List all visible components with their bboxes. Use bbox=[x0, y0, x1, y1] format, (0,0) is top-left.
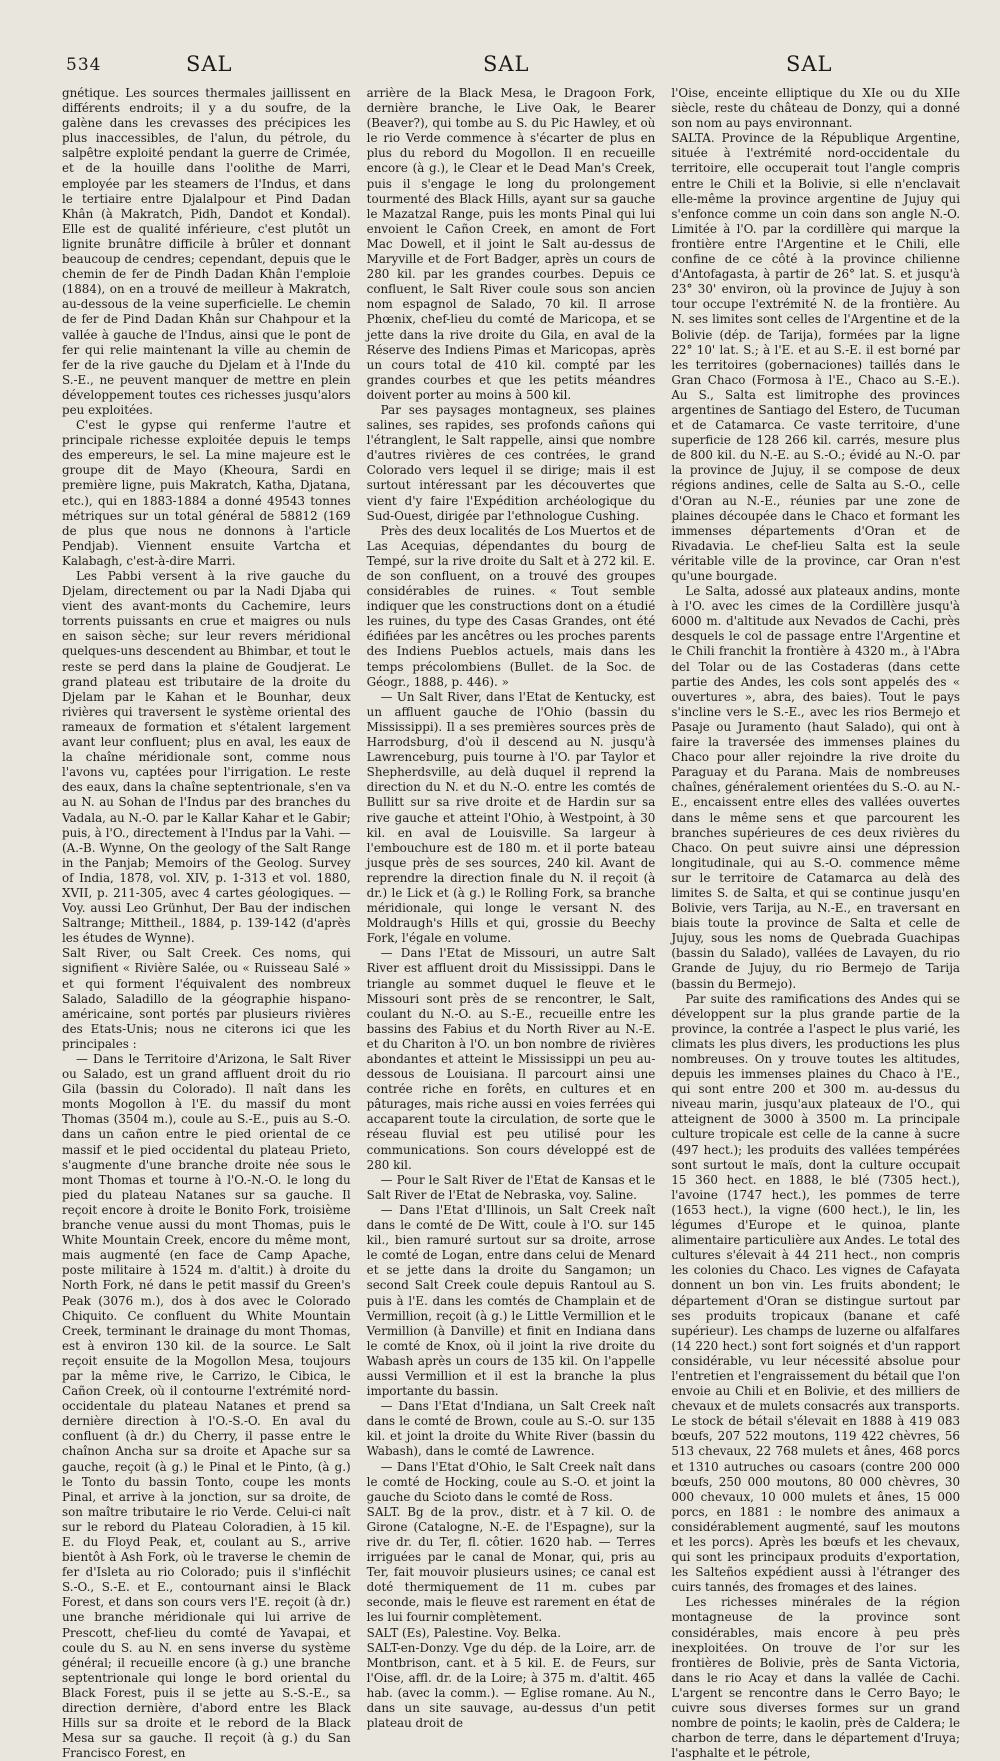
running-header bbox=[58, 52, 960, 82]
entry-salt-en-donzy: SALT-en-Donzy. Vge du dép. de la Loire, arr. de Montbrison, cant. et à 5 kil. E. de Feurs, sur l'Oise, affl. dr. de la Loire; à 375 m. d'altit. 465 hab. (avec la comm.). — Eglise romane. Au N., dans un site sauvage, au-dessus d'un petit plateau droit de bbox=[366, 1640, 656, 1731]
paragraph: Par ses paysages montagneux, ses plaines salines, ses rapides, ses profonds cañons qui l'étranglent, le Salt rappelle, ainsi que nombre d'autres rivières de ces contrées, le grand Colorado vers lequel il se dirige; mais il est surtout intéressant par les découvertes que vient d'y faire l'Expédition archéologique du Sud-Ouest, dirigée par l'ethnologue Cushing. bbox=[366, 402, 656, 523]
paragraph: — Dans le Territoire d'Arizona, le Salt River ou Salado, est un grand affluent droit du rio Gila (bassin du Colorado). Il naît dans les monts Mogollon à l'E. du massif du mont Thomas (3504 m.), coule au S.-E., puis au S.-O. dans un cañon entre le pied oriental de ce massif et le pied occidental du plateau Prieto, s'augmente d'une branche droite née sous le mont Thomas et tourne à l'O.-N.-O. le long du pied du plateau Natanes sur sa gauche. Il reçoit encore à droite le Bonito Fork, troisième branche venue aussi du mont Thomas, puis le White Mountain Creek, encore du même mont, mais augmenté (en face de Camp Apache, poste militaire à 1524 m. d'altit.) à droite du North Fork, né dans le petit massif du Green's Peak (3076 m.), dos à dos avec le Colorado Chiquito. Ce confluent du White Mountain Creek, terminant le drainage du mont Thomas, est à environ 130 kil. de la source. Le Salt reçoit ensuite de la Mogollon Mesa, toujours par la même rive, le Carrizo, le Cibica, le Cañon Creek, où il contourne l'extrémité nord-occidentale du plateau Natanes et prend sa dernière direction à l'O.-S.-O. En aval du confluent (à dr.) du Cherry, il passe entre le chaînon Ancha sur sa droite et Apache sur sa gauche, reçoit (à g.) le Pinal et le Pinto, (à g.) le Tonto du bassin Tonto, coupe les monts Pinal, et arrive à la jonction, sur sa droite, de son maître tributaire le rio Verde. Celui-ci naît sur le rebord du Plateau Coloradien, à 15 kil. E. du Floyd Peak, et, coulant au S., arrive bientôt à Ash Fork, où le traverse le chemin de fer d'Isleta au rio Colorado; puis il s'infléchit S.-O., S.-E. et E., contournant ainsi le Black Forest, et dans son cours vers l'E. reçoit (à dr.) une branche méridionale qui lui arrive de Prescott, chef-lieu du comté de Yavapai, et coule du S. au N. en sens inverse du système général; il recueille encore (à g.) une branche septentrionale qui longe le bord oriental du Black Forest, puis il se jette au S.-S.-E., sa direction dernière, d'abord entre les Black Hills sur sa droite et le rebord de la Black Mesa sur sa gauche. Il reçoit (à g.) du San Francisco Forest, en bbox=[62, 1052, 351, 1761]
paragraph: — Pour le Salt River de l'Etat de Kansas et le Salt River de l'Etat de Nebraska, voy. Saline. bbox=[366, 1172, 656, 1202]
paragraph: Les richesses minérales de la région montagneuse de la province sont considérables, mais encore à peu près inexploitées. On trouve de l'or sur les frontières de Bolivie, près de Santa Victoria, dans le rio Acay et dans la vallée de Cachi. L'argent se rencontre dans le Cerro Bayo; le cuivre sous diverses formes sur un grand nombre de points; le kaolin, près de Caldera; le charbon de terre, dans le département d'Iruya; l'asphalte et le pétrole, bbox=[671, 1595, 961, 1761]
paragraph: — Un Salt River, dans l'Etat de Kentucky, est un affluent gauche de l'Ohio (bassin du Mississippi). Il a ses premières sources près de Harrodsburg, d'où il descend au N. jusqu'à Lawrenceburg, puis tourne à l'O. par Taylor et Shepherdsville, au delà duquel il reprend la direction du N. et du N.-O. entre les comtés de Bullitt sur sa rive droite et de Hardin sur sa rive gauche et atteint l'Ohio, à Westpoint, à 30 kil. en aval de Louisville. Sa largeur à l'embouchure est de 180 m. et il porte bateau jusque près de ses sources, 240 kil. Avant de reprendre la direction finale du N. il reçoit (à dr.) le Lick et (à g.) le Rolling Fork, sa branche méridionale, qui longe le versant N. des Moldraugh's Hills et qui, grossie du Beechy Fork, l'égale en volume. bbox=[366, 689, 656, 946]
column-right bbox=[671, 86, 961, 1761]
paragraph: Les Pabbi versent à la rive gauche du Djelam, directement ou par la Nadi Djaba qui vient des avant-monts du Cachemire, leurs torrents puissants en crue et maigres ou nuls en saison sèche; sur leur revers méridional quelques-uns descendent au Bhimbar, et tout le reste se perd dans la plaine de Goudjerat. Le grand plateau est tributaire de la droite du Djelam par le Kahan et le Bounhar, deux rivières qui traversent le système oriental des rameaux de formation et s'étalent largement avant leur confluent; plus en aval, les eaux de la chaîne méridionale sont, comme nous l'avons vu, captées pour l'irrigation. Le reste des eaux, dans la chaîne septentrionale, s'en va au N. au Sohan de l'Indus par des branches du Vadala, au N.-O. par le Kallar Kahar et le Gabir; puis, à l'O., directement à l'Indus par la Vahi. — (A.-B. Wynne, On the geology of the Salt Range in the Panjab; Memoirs of the Geolog. Survey of India, 1878, vol. XIV, p. 1-313 et vol. 1880, XVII, p. 211-305, avec 4 cartes géologiques. — Voy. aussi Leo Grünhut, Der Bau der indischen Saltrange; Mittheil., 1884, p. 139-142 (d'après les études de Wynne). bbox=[62, 569, 351, 946]
column-middle bbox=[366, 86, 656, 1731]
paragraph: gnétique. Les sources thermales jaillissent en différents endroits; il y a du soufre, de la galène dans les crevasses des précipices les plus inaccessibles, de l'alun, du pétrole, du salpêtre exploité pendant la guerre de Crimée, et de la houille dans l'oolithe de Marri, employée par les steamers de l'Indus, et dans le tertiaire entre Djalalpour et Pind Dadan Khân (à Makratch, Pidh, Dandot et Kondal). Elle est de qualité inférieure, c'est plutôt un lignite brunâtre difficile à brûler et donnant beaucoup de cendres; cependant, depuis que le chemin de fer de Pindh Dadan Khân l'emploie (1884), on en a trouvé de meilleur à Makratch, au-dessous de la veine superficielle. Le chemin de fer de Pind Dadan Khân sur Chahpour et la vallée à gauche de l'Indus, ainsi que le pont de fer qui relie maintenant la ville au chemin de fer de la rive gauche du Djelam et à l'Inde du S.-E., ne peuvent manquer de mettre en plein développement toutes ces richesses jusqu'alors peu exploitées. bbox=[62, 86, 351, 417]
header-left-word: SAL bbox=[186, 52, 233, 76]
entry-salt-es: SALT (Es), Palestine. Voy. Belka. bbox=[366, 1625, 561, 1640]
paragraph: arrière de la Black Mesa, le Dragoon Fork, dernière branche, le Live Oak, le Bearer (Beaver?), qui tombe au S. du Pic Hawley, et où le rio Verde commence à s'écarter de plus en plus du rebord du Mogollon. Il en recueille encore (à g.), le Clear et le Dead Man's Creek, puis il s'engage le long du prolongement tourmenté des Black Hills, ayant sur sa gauche le Mazatzal Range, puis les monts Pinal qui lui envoient le Cañon Creek, en amont de Fort Mac Dowell, et il joint le Salt au-dessus de Maryville et de Fort Badger, après un cours de 280 kil. par les grandes courbes. Depuis ce confluent, le Salt River coule sous son ancien nom espagnol de Salado, 70 kil. Il arrose Phœnix, chef-lieu du comté de Maricopa, et se jette dans la rive droite du Gila, en aval de la Réserve des Indiens Pimas et Maricopas, après un cours total de 410 kil. compté par les grandes courbes et que les petits méandres doivent porter au moins à 500 kil. bbox=[366, 86, 656, 402]
entry-salt-river: Salt River, ou Salt Creek. Ces noms, qui signifient « Rivière Salée, ou « Ruisseau Salé » et qui forment l'équivalent des nombreux Salado, Saladillo de la géographie hispano-américaine, sont portés par plusieurs rivières des Etats-Unis; nous ne citerons ici que les principales : bbox=[62, 946, 351, 1051]
paragraph: Le Salta, adossé aux plateaux andins, monte à l'O. avec les cimes de la Cordillère jusqu'à 6000 m. d'altitude aux Nevados de Cachi, près desquels le col de passage entre l'Argentine et le Chili franchit la frontière à 4320 m., à l'Abra del Tolar ou de las Costaderas (dans cette partie des Andes, les cols sont appelés des « ouvertures », abra, des baies). Tout le pays s'incline vers le S.-E., avec les rios Bermejo et Pasaje ou Juramento (haut Salado), qui ont à faire la traversée des immenses plaines du Chaco pour aller rejoindre la rive droite du Paraguay et du Parana. Mais de nombreuses chaînes, généralement orientées du S.-O. au N.-E., encaissent entre elles des vallées ouvertes dans le même sens et que parcourent les branches supérieures de ces deux rivières du Chaco. On peut suivre ainsi une dépression longitudinale, qui au S.-O. commence même sur le territoire de Catamarca au delà des limites S. de Salta, et qui se continue jusqu'en Bolivie, vers Tarija, au N.-E., en traversant en biais toute la province de Salta et celle de Jujuy, sous les noms de Quebrada Guachipas (bassin du Salado), vallées de Lavayen, du rio Grande de Jujuy, du rio Bermejo de Tarija (bassin du Bermejo). bbox=[671, 584, 961, 991]
column-left bbox=[62, 86, 351, 1761]
paragraph: l'Oise, enceinte elliptique du XIe ou du XIIe siècle, reste du château de Donzy, qui a donné son nom au pays environnant. bbox=[671, 86, 961, 131]
paragraph: Près des deux localités de Los Muertos et de Las Acequias, dépendantes du bourg de Tempé, sur la rive droite du Salt et à 272 kil. E. de son confluent, on a trouvé des groupes considérables de ruines. « Tout semble indiquer que les constructions dont on a étudié les ruines, du type des Casas Grandes, ont été édifiées par les ancêtres ou les proches parents des Indiens Pueblos actuels, mais dans les temps précolombiens (Bullet. de la Soc. de Géogr., 1888, p. 446). » bbox=[366, 523, 656, 689]
paragraph: — Dans l'Etat d'Indiana, un Salt Creek naît dans le comté de Brown, coule au S.-O. sur 135 kil. et joint la droite du White River (bassin du Wabash), dans le comté de Lawrence. bbox=[366, 1399, 656, 1459]
entry-salta: SALTA. Province de la République Argentine, située à l'extrémité nord-occidentale du territoire, elle occuperait tout l'angle compris entre le Chili et la Bolivie, si elle n'enclavait elle-même la province argentine de Jujuy qui s'enfonce comme un coin dans son angle N.-O. Limitée à l'O. par la cordillère qui marque la frontière entre l'Argentine et le Chili, elle confine de ce côté à la province chilienne d'Antofagasta, à partir de 26° lat. S. et jusqu'à 23° 30' environ, où la province de Jujuy à son tour occupe l'extrémité N. de la frontière. Au N. ses limites sont celles de l'Argentine et de la Bolivie (dép. de Tarija), formées par la ligne 22° 10' lat. S.; à l'E. et au S.-E. il est borné par les territoires (gobernaciones) taillés dans le Gran Chaco (Formosa à l'E., Chaco au S.-E.). Au S., Salta est limitrophe des provinces argentines de Santiago del Estero, de Tucuman et de Catamarca. Ce vaste territoire, d'une superficie de 128 266 kil. carrés, mesure plus de 800 kil. du N.-E. au S.-O.; évidé au N.-O. par la province de Jujuy, il se compose de deux régions andines, celle de Salta au S.-O., celle d'Oran au N.-E., réunies par une zone de plaines découpée dans le Chaco et formant les immenses départements d'Oran et de Rivadavia. Le chef-lieu Salta est la seule véritable ville de la province, car Oran n'est qu'une bourgade. bbox=[671, 131, 961, 583]
entry-salt: SALT. Bg de la prov., distr. et à 7 kil. O. de Girone (Catalogne, N.-E. de l'Espagne), sur la rive dr. du Ter, fl. côtier. 1620 hab. — Terres irriguées par le canal de Monar, qui, pris au Ter, fait mouvoir plusieurs usines; ce canal est doté thermiquement de 11 m. cubes par seconde, mais le fleuve est rarement en état de les lui fournir complètement. bbox=[366, 1504, 656, 1625]
text-columns bbox=[62, 86, 961, 1761]
paragraph: Par suite des ramifications des Andes qui se développent sur la plus grande partie de la province, la contrée a l'aspect le plus varié, les climats les plus divers, les productions les plus nombreuses. On y trouve toutes les altitudes, depuis les immenses plaines du Chaco à l'E., qui sont entre 200 et 300 m. au-dessus du niveau marin, jusqu'aux plateaux de l'O., qui atteignent de 3000 à 3500 m. La principale culture tropicale est celle de la canne à sucre (497 hect.); les produits des vallées tempérées sont surtout le maïs, dont la culture occupait 15 360 hect. en 1888, le blé (7305 hect.), l'avoine (1747 hect.), les pommes de terre (1653 hect.), la vigne (600 hect.), le lin, les légumes d'Europe et le quinoa, plante alimentaire particulière aux Andes. Le total des cultures s'élevait à 44 211 hect., non compris les colonies du Chaco. Les vignes de Cafayata donnent un bon vin. Les fruits abondent; le département d'Oran se distingue surtout par ses produits tropicaux (banane et café supérieur). Les champs de luzerne ou alfalfares (14 220 hect.) sont fort soignés et d'un rapport considérable, vu leur nécessité absolue pour l'entretien et l'engraissement du bétail que l'on envoie au Chili et en Bolivie, et des milliers de chevaux et de mulets consacrés aux transports. Le stock de bétail s'élevait en 1888 à 419 083 bœufs, 207 522 moutons, 119 422 chèvres, 56 513 chevaux, 22 768 mulets et ânes, 468 porcs et 1310 autruches ou casoars (contre 200 000 bœufs, 250 000 moutons, 80 000 chèvres, 30 000 chevaux, 10 000 mulets et ânes, 15 000 porcs, en 1881 : le nombre des animaux a considérablement augmenté, sauf les moutons et les porcs). Après les bœufs et les chevaux, qui sont les principaux produits d'exportation, les Salteños expédient aussi à l'étranger des cuirs tannés, des fromages et des laines. bbox=[671, 991, 961, 1595]
paragraph: — Dans l'Etat d'Ohio, le Salt Creek naît dans le comté de Hocking, coule au S.-O. et joint la gauche du Scioto dans le comté de Ross. bbox=[366, 1459, 656, 1504]
header-center-word: SAL bbox=[483, 52, 530, 76]
paragraph: C'est le gypse qui renferme l'autre et principale richesse exploitée depuis le temps des empereurs, le sel. La mine majeure est le groupe dit de Mayo (Kheoura, Sardi en première ligne, puis Makratch, Katha, Djatana, etc.), qui en 1883-1884 a donné 49543 tonnes métriques sur un total général de 58812 (169 de plus que nous ne donnons à l'article Pendjab). Viennent ensuite Vartcha et Kalabagh, c'est-à-dire Marri. bbox=[62, 418, 351, 568]
header-right-word: SAL bbox=[786, 52, 833, 76]
page-number: 534 bbox=[66, 55, 102, 75]
paragraph: — Dans l'Etat de Missouri, un autre Salt River est affluent droit du Mississippi. Dans le triangle au sommet duquel le fleuve et le Missouri sont près de se rencontrer, le Salt, coulant du N.-O. au S.-E., recueille entre les bassins des Fabius et du North River au N.-E. et du Chariton à l'O. un bon nombre de rivières abondantes et atteint le Mississippi un peu au-dessous de Louisiana. Il parcourt ainsi une contrée riche en forêts, en cultures et en pâturages, mais riche aussi en voies ferrées qui accaparent toute la circulation, de sorte que le réseau fluvial est peu utilisé pour les communications. Son cours développé est de 280 kil. bbox=[366, 946, 656, 1172]
paragraph: — Dans l'Etat d'Illinois, un Salt Creek naît dans le comté de De Witt, coule à l'O. sur 145 kil., bien ramuré surtout sur sa droite, arrose le comté de Logan, entre dans celui de Menard et se jette dans la droite du Sangamon; un second Salt Creek coule depuis Rantoul au S. puis à l'E. dans les comtés de Champlain et de Vermillion, reçoit (à g.) le Little Vermillion et le Vermillion (à Danville) et finit en Indiana dans le comté de Knox, où il joint la rive droite du Wabash après un cours de 135 kil. On l'appelle aussi Vermillion et il est la branche la plus importante du bassin. bbox=[366, 1202, 656, 1399]
